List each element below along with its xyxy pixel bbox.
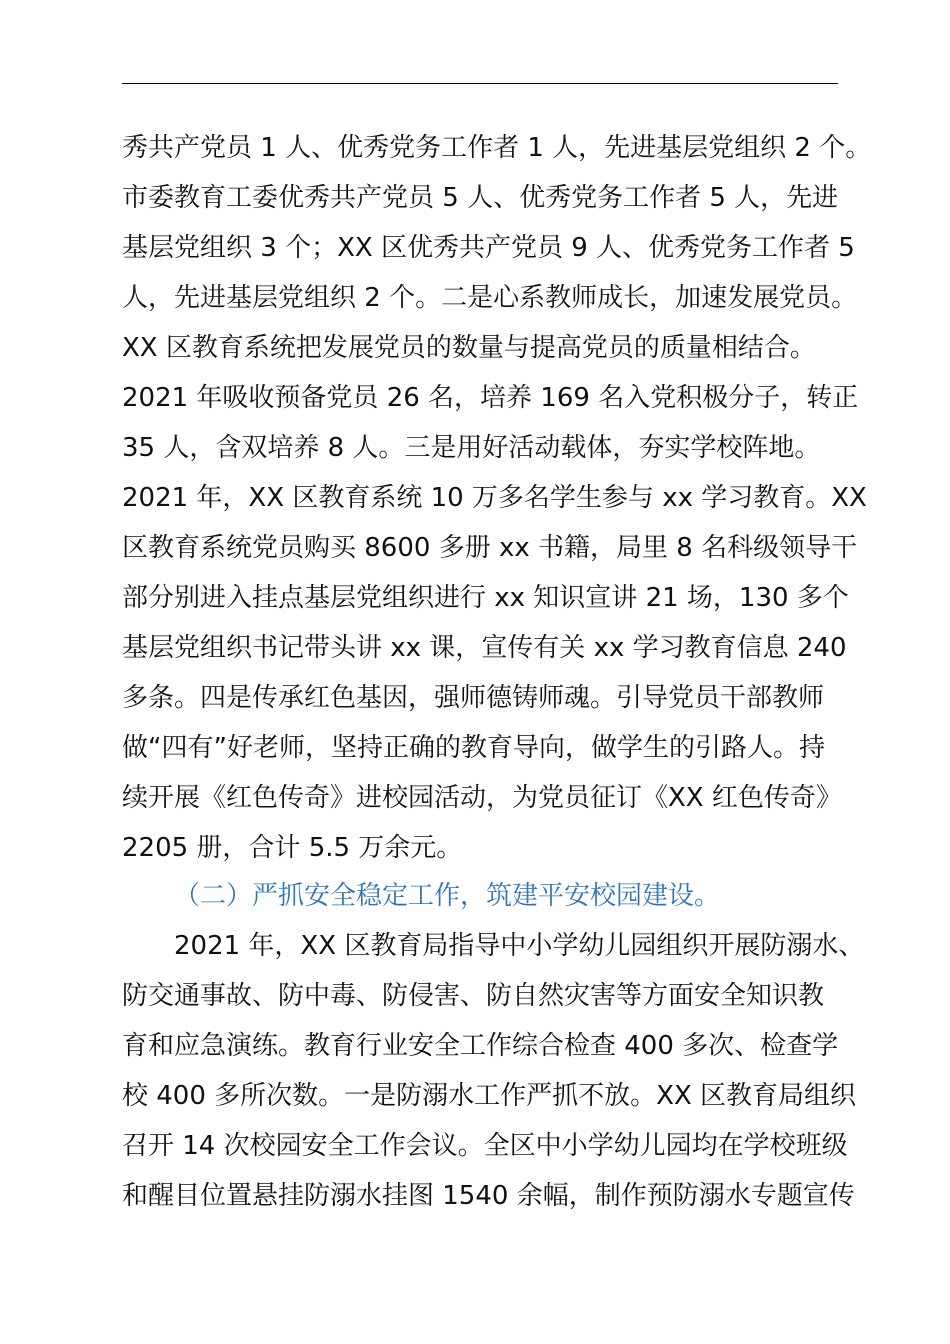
paragraph-line: 召开 14 次校园安全工作会议。全区中小学幼儿园均在学校班级 (122, 1131, 848, 1161)
paragraph-line: 部分别进入挂点基层党组织进行 xx 知识宣讲 21 场，130 多个 (122, 583, 849, 613)
paragraph-line: 防交通事故、防中毒、防侵害、防自然灾害等方面安全知识教 (122, 981, 825, 1011)
paragraph-line: 2021 年，XX 区教育局指导中小学幼儿园组织开展防溺水、 (174, 931, 865, 961)
paragraph-line: 35 人，含双培养 8 人。三是用好活动载体，夯实学校阵地。 (122, 433, 821, 463)
paragraph-line: 基层党组织 3 个；XX 区优秀共产党员 9 人、优秀党务工作者 5 (122, 233, 855, 263)
header-rule (122, 83, 838, 84)
paragraph-line: 2205 册，合计 5.5 万余元。 (122, 833, 463, 863)
paragraph-line: XX 区教育系统把发展党员的数量与提高党员的质量相结合。 (122, 333, 816, 363)
paragraph-line: 续开展《红色传奇》进校园活动，为党员征订《XX 红色传奇》 (122, 783, 842, 813)
paragraph-line: 市委教育工委优秀共产党员 5 人、优秀党务工作者 5 人，先进 (122, 183, 839, 213)
section-heading: （二）严抓安全稳定工作，筑建平安校园建设。 (174, 881, 721, 911)
paragraph-line: 做“四有”好老师，坚持正确的教育导向，做学生的引路人。持 (122, 733, 825, 763)
paragraph-line: 多条。四是传承红色基因，强师德铸师魂。引导党员干部教师 (122, 683, 825, 713)
paragraph-line: 基层党组织书记带头讲 xx 课，宣传有关 xx 学习教育信息 240 (122, 633, 847, 663)
paragraph-line: 和醒目位置悬挂防溺水挂图 1540 余幅，制作预防溺水专题宣传 (122, 1181, 855, 1211)
paragraph-line: 育和应急演练。教育行业安全工作综合检查 400 多次、检查学 (122, 1031, 839, 1061)
paragraph-line: 校 400 多所次数。一是防溺水工作严抓不放。XX 区教育局组织 (122, 1081, 857, 1111)
paragraph-line: 秀共产党员 1 人、优秀党务工作者 1 人，先进基层党组织 2 个。 (122, 133, 872, 163)
paragraph-line: 2021 年，XX 区教育系统 10 万多名学生参与 xx 学习教育。XX (122, 483, 867, 513)
paragraph-line: 人，先进基层党组织 2 个。二是心系教师成长，加速发展党员。 (122, 283, 858, 313)
paragraph-line: 区教育系统党员购买 8600 多册 xx 书籍，局里 8 名科级领导干 (122, 533, 858, 563)
paragraph-line: 2021 年吸收预备党员 26 名，培养 169 名入党积极分子，转正 (122, 383, 859, 413)
